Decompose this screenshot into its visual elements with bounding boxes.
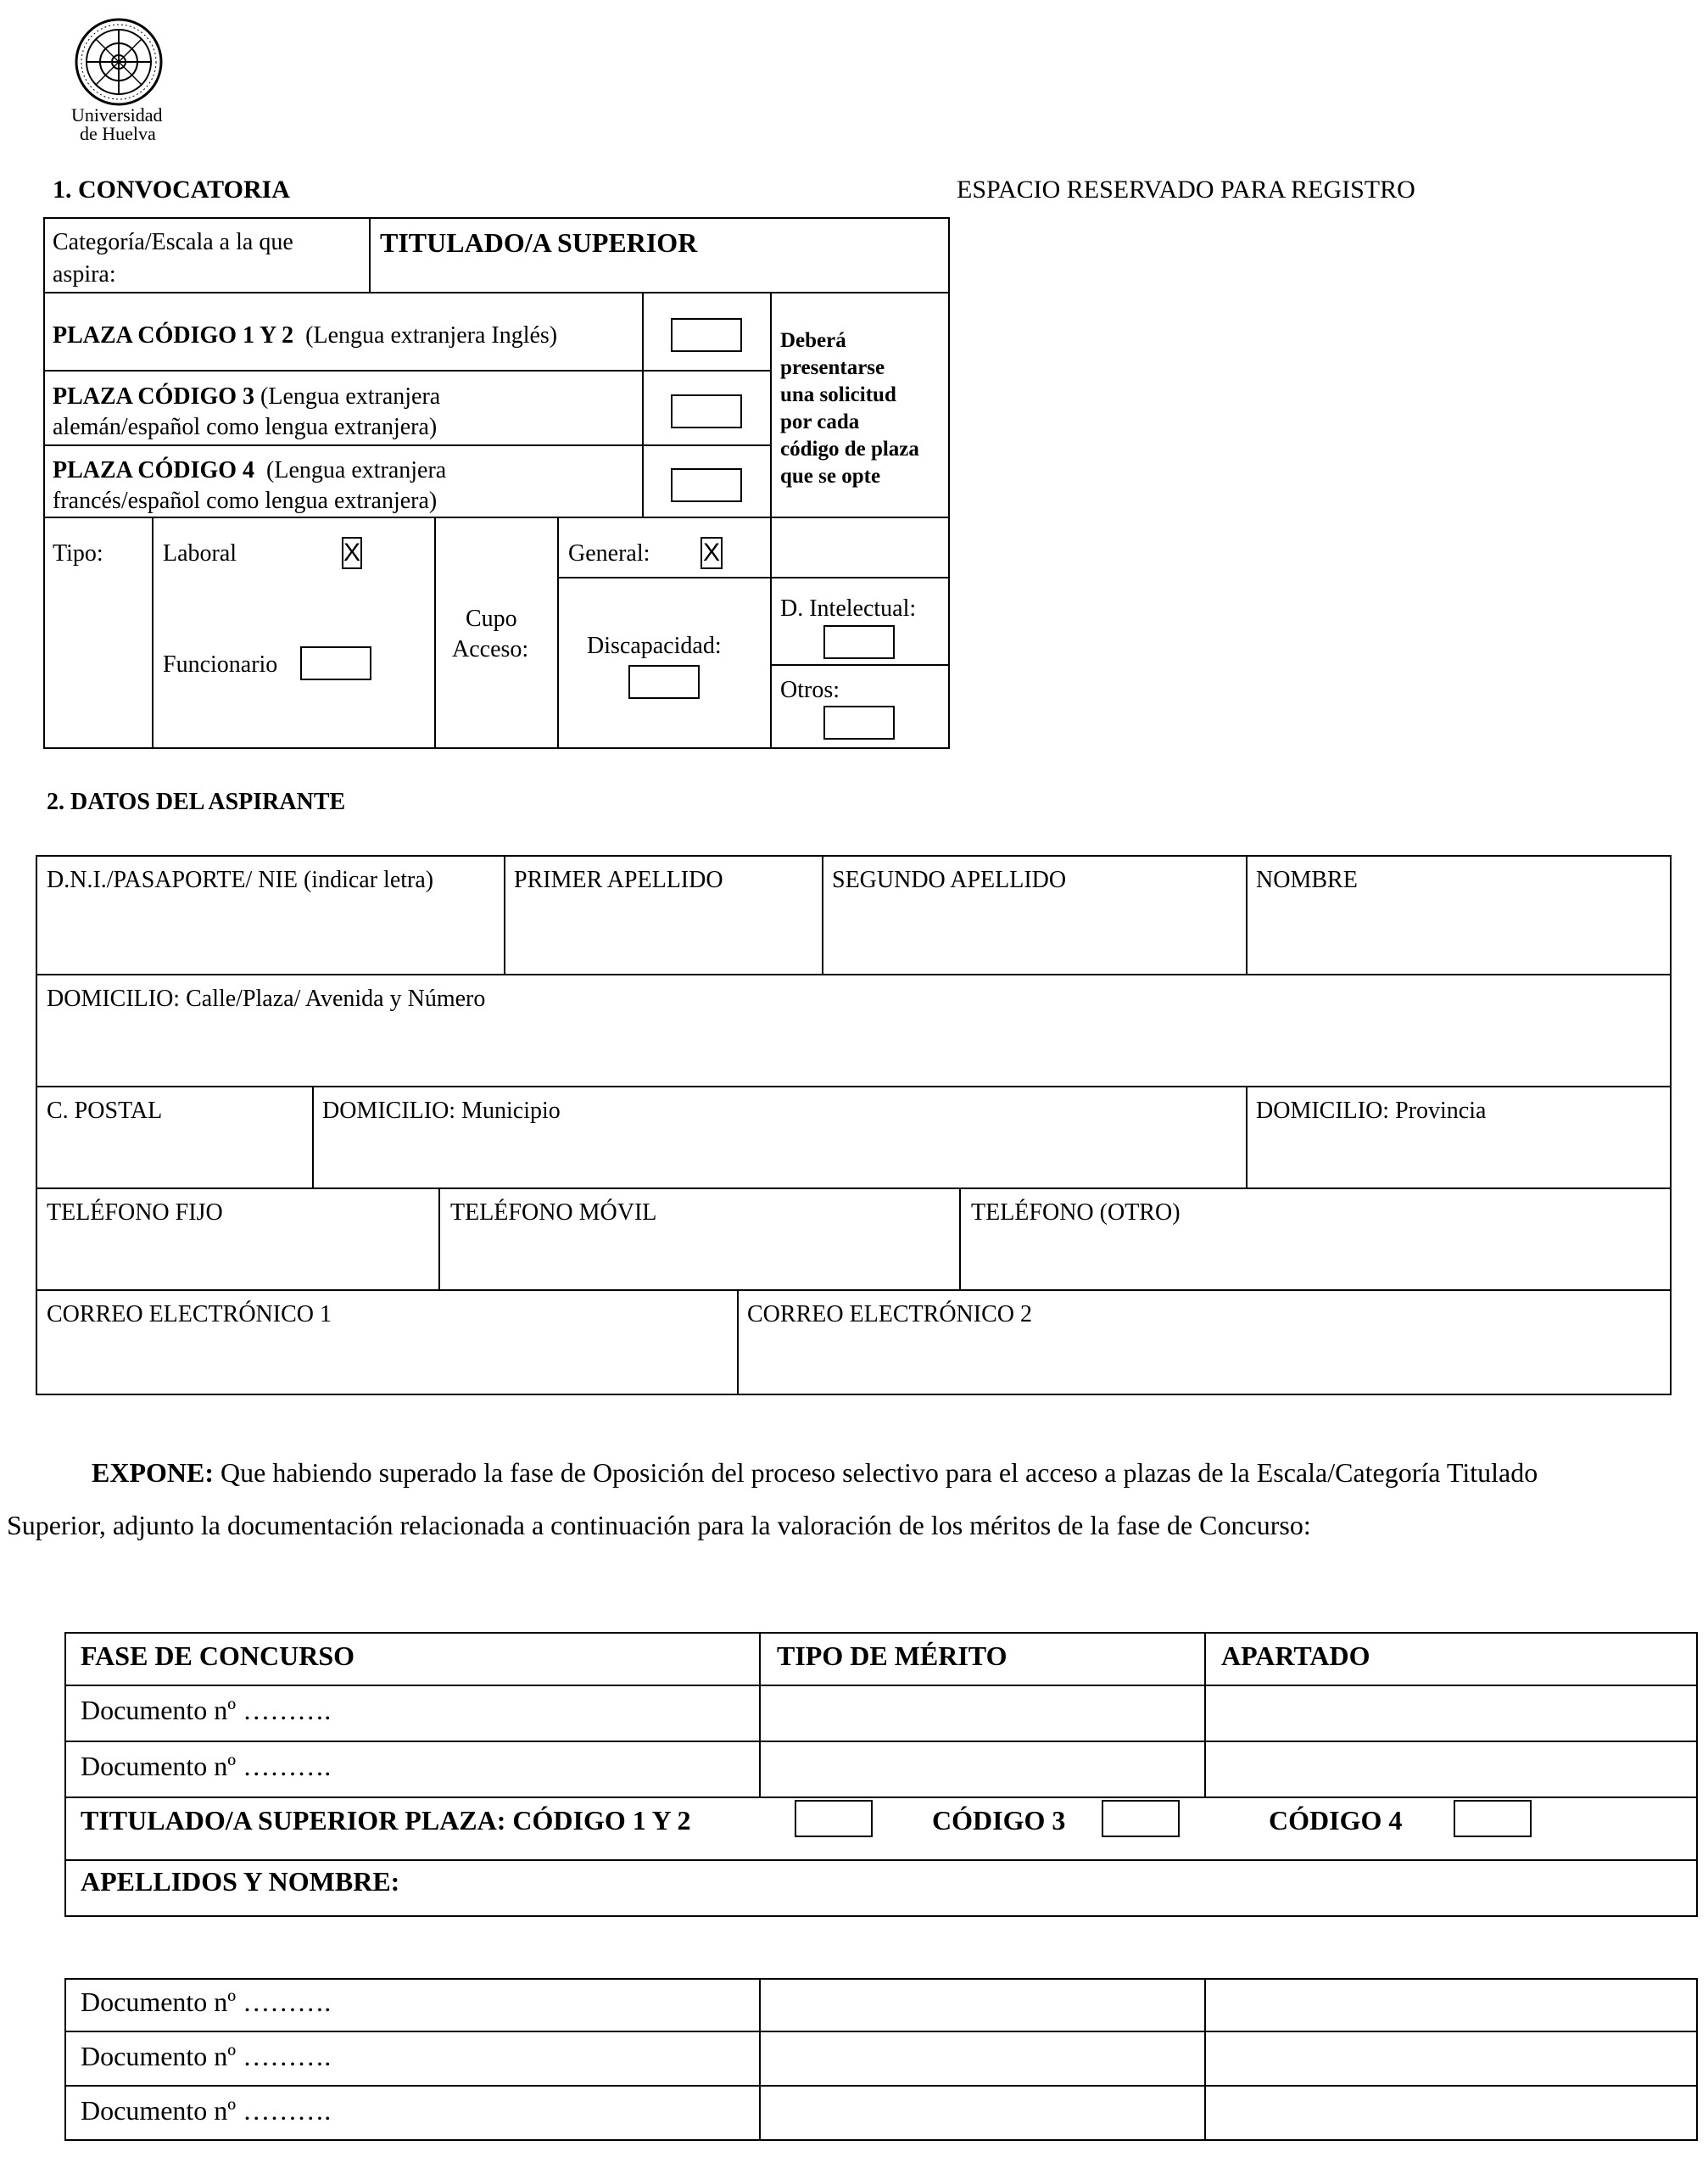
telefono-otro-label: TELÉFONO (OTRO) xyxy=(971,1199,1181,1226)
intelectual-checkbox[interactable] xyxy=(823,625,895,659)
category-value: TITULADO/A SUPERIOR xyxy=(380,227,698,258)
registry-reserved-note: ESPACIO RESERVADO PARA REGISTRO xyxy=(957,176,1415,204)
university-logo xyxy=(68,15,161,151)
telefono-movil-label: TELÉFONO MÓVIL xyxy=(450,1199,657,1226)
category-label: Categoría/Escala a la que xyxy=(53,229,293,255)
plaza-codigo-4-checkbox[interactable] xyxy=(671,468,742,502)
otros-checkbox[interactable] xyxy=(823,706,895,740)
summary-codigo-4-checkbox[interactable] xyxy=(1454,1800,1532,1837)
summary-codigo-3-label: CÓDIGO 3 xyxy=(932,1805,1066,1836)
university-seal-icon xyxy=(72,15,165,109)
expone-paragraph-line2: Superior, adjunto la documentación relacionada a continuación para la valoración de los méritos de la fase de Concurso: xyxy=(7,1510,1311,1540)
expone-paragraph-line1: EXPONE: Que habiendo superado la fase de Oposición del proceso selectivo para el acceso a plazas de la Escala/Categoría Titulado xyxy=(92,1457,1538,1488)
plaza-codigo-1-2: PLAZA CÓDIGO 1 Y 2 (Lengua extranjera Inglés) xyxy=(53,322,558,349)
laboral-checkbox[interactable]: X xyxy=(342,537,362,569)
one-application-note: Deberá presentarse una solicitud por cada código de plaza que se opte xyxy=(780,329,919,488)
intelectual-label: D. Intelectual: xyxy=(780,595,917,622)
otros-label: Otros: xyxy=(780,677,840,703)
documents-row-3: Documento nº ………. xyxy=(81,2095,332,2126)
summary-codigo-1-2-checkbox[interactable] xyxy=(795,1800,873,1837)
primer-apellido-label: PRIMER APELLIDO xyxy=(514,867,723,893)
plaza-codigo-3-desc: alemán/español como lengua extranjera) xyxy=(53,414,438,440)
plaza-codigo-3: PLAZA CÓDIGO 3 (Lengua extranjera xyxy=(53,383,441,410)
funcionario-label: Funcionario xyxy=(163,651,278,678)
university-name-line1: Universidad xyxy=(71,104,163,126)
merits-row-2: Documento nº ………. xyxy=(81,1751,332,1781)
plaza-codigo-3-checkbox[interactable] xyxy=(671,394,742,428)
category-label-cont: aspira: xyxy=(53,261,116,288)
plaza-summary-line: TITULADO/A SUPERIOR PLAZA: CÓDIGO 1 Y 2 xyxy=(81,1805,691,1836)
apellidos-nombre-label: APELLIDOS Y NOMBRE: xyxy=(81,1866,400,1897)
general-checkbox[interactable]: X xyxy=(701,537,723,569)
discapacidad-label: Discapacidad: xyxy=(587,633,722,659)
summary-codigo-4-label: CÓDIGO 4 xyxy=(1269,1805,1403,1836)
discapacidad-checkbox[interactable] xyxy=(628,665,700,699)
cupo-acceso-label-cont: Acceso: xyxy=(452,636,529,662)
provincia-label: DOMICILIO: Provincia xyxy=(1256,1098,1487,1124)
merits-row-1: Documento nº ………. xyxy=(81,1695,332,1725)
plaza-codigo-1-2-checkbox[interactable] xyxy=(671,318,742,352)
funcionario-checkbox[interactable] xyxy=(300,646,371,680)
nombre-label: NOMBRE xyxy=(1256,867,1358,893)
domicilio-calle-label: DOMICILIO: Calle/Plaza/ Avenida y Número xyxy=(47,986,486,1012)
plaza-codigo-4-desc: francés/español como lengua extranjera) xyxy=(53,488,438,514)
telefono-fijo-label: TELÉFONO FIJO xyxy=(47,1199,223,1226)
municipio-label: DOMICILIO: Municipio xyxy=(322,1098,561,1124)
documents-row-1: Documento nº ………. xyxy=(81,1987,332,2017)
plaza-codigo-4: PLAZA CÓDIGO 4 (Lengua extranjera xyxy=(53,457,447,483)
section2-title: 2. DATOS DEL ASPIRANTE xyxy=(47,789,346,815)
header-fase-concurso: FASE DE CONCURSO xyxy=(81,1640,354,1671)
laboral-label: Laboral xyxy=(163,540,237,567)
section1-title: 1. CONVOCATORIA xyxy=(53,176,290,204)
header-apartado: APARTADO xyxy=(1221,1640,1370,1671)
summary-codigo-3-checkbox[interactable] xyxy=(1102,1800,1180,1837)
codigo-postal-label: C. POSTAL xyxy=(47,1098,163,1124)
header-tipo-merito: TIPO DE MÉRITO xyxy=(777,1640,1007,1671)
cupo-acceso-label: Cupo xyxy=(466,606,517,632)
correo2-label: CORREO ELECTRÓNICO 2 xyxy=(747,1301,1032,1327)
university-name-line2: de Huelva xyxy=(80,123,156,144)
dni-field-label: D.N.I./PASAPORTE/ NIE (indicar letra) xyxy=(47,867,434,893)
segundo-apellido-label: SEGUNDO APELLIDO xyxy=(832,867,1067,893)
correo1-label: CORREO ELECTRÓNICO 1 xyxy=(47,1301,332,1327)
tipo-label: Tipo: xyxy=(53,540,103,567)
general-label: General: xyxy=(568,540,650,567)
documents-row-2: Documento nº ………. xyxy=(81,2041,332,2071)
